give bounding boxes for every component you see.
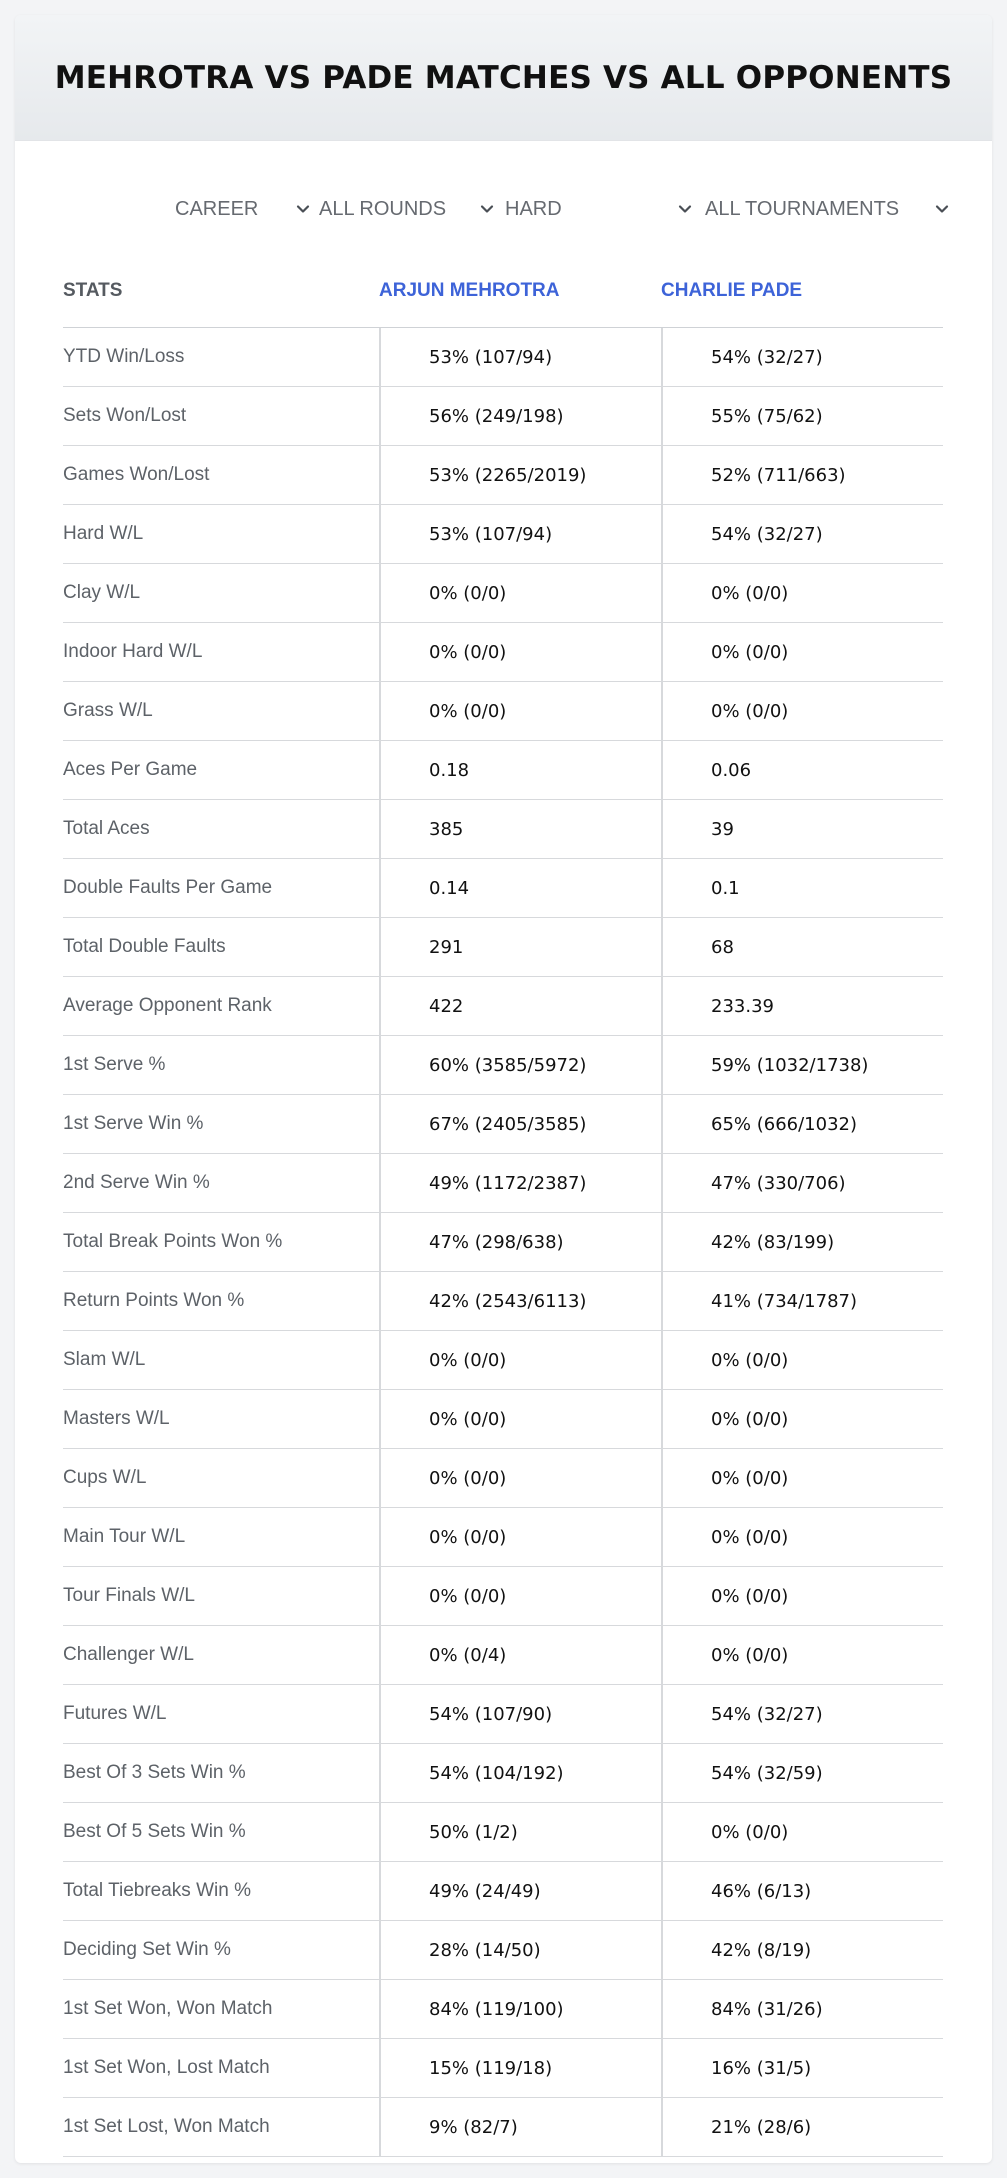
stat-label: Grass W/L — [63, 700, 153, 721]
stat-label: Hard W/L — [63, 523, 144, 544]
stat-label: Return Points Won % — [63, 1290, 245, 1311]
stat-label: Best Of 3 Sets Win % — [63, 1762, 246, 1783]
period-select[interactable] — [175, 187, 315, 231]
player2-value: 21% (28/6) — [661, 2098, 943, 2156]
stats-card — [15, 15, 992, 2163]
player1-value: 0% (0/4) — [379, 1626, 661, 1684]
player2-value: 54% (32/27) — [661, 328, 943, 386]
player1-value: 50% (1/2) — [379, 1803, 661, 1861]
stat-label: Double Faults Per Game — [63, 877, 273, 898]
stat-label: Cups W/L — [63, 1467, 147, 1488]
player1-value: 15% (119/18) — [379, 2039, 661, 2097]
player2-value: 0% (0/0) — [661, 682, 943, 740]
player1-value: 0% (0/0) — [379, 1331, 661, 1389]
stat-label: Masters W/L — [63, 1408, 170, 1429]
player2-value: 55% (75/62) — [661, 387, 943, 445]
stat-label: 1st Set Won, Lost Match — [63, 2057, 270, 2078]
stat-label: Total Aces — [63, 818, 150, 839]
player1-value: 422 — [379, 977, 661, 1035]
player2-value: 54% (32/27) — [661, 1685, 943, 1743]
table-row — [63, 564, 943, 623]
table-row — [63, 2098, 943, 2157]
player1-value: 84% (119/100) — [379, 1980, 661, 2038]
player1-value: 54% (104/192) — [379, 1744, 661, 1802]
table-row — [63, 1154, 943, 1213]
table-row — [63, 505, 943, 564]
player2-value: 68 — [661, 918, 943, 976]
player2-value: 0% (0/0) — [661, 1331, 943, 1389]
player2-value: 47% (330/706) — [661, 1154, 943, 1212]
player2-value: 0% (0/0) — [661, 1508, 943, 1566]
player2-value: 0% (0/0) — [661, 1449, 943, 1507]
player1-value: 0% (0/0) — [379, 1508, 661, 1566]
table-row — [63, 741, 943, 800]
player1-value: 53% (2265/2019) — [379, 446, 661, 504]
stat-label: Deciding Set Win % — [63, 1939, 231, 1960]
stat-label: 1st Serve % — [63, 1054, 166, 1075]
stat-label: Clay W/L — [63, 582, 141, 603]
stat-label: Best Of 5 Sets Win % — [63, 1821, 246, 1842]
player2-value: 54% (32/27) — [661, 505, 943, 563]
player2-value: 0% (0/0) — [661, 1567, 943, 1625]
round-select-value: ALL ROUNDS — [319, 197, 447, 220]
player2-column-header[interactable]: CHARLIE PADE — [661, 280, 803, 301]
player1-value: 47% (298/638) — [379, 1213, 661, 1271]
player1-value: 0.14 — [379, 859, 661, 917]
player1-value: 0.18 — [379, 741, 661, 799]
stats-column-header: STATS — [63, 280, 123, 301]
table-row — [63, 1331, 943, 1390]
table-row — [63, 682, 943, 741]
table-row — [63, 1095, 943, 1154]
player1-value: 56% (249/198) — [379, 387, 661, 445]
table-row — [63, 1036, 943, 1095]
table-row — [63, 1862, 943, 1921]
table-header — [63, 255, 943, 328]
stat-label: Total Double Faults — [63, 936, 226, 957]
player1-column-header[interactable]: ARJUN MEHROTRA — [379, 280, 560, 301]
player2-value: 16% (31/5) — [661, 2039, 943, 2097]
player1-value: 0% (0/0) — [379, 623, 661, 681]
chevron-down-icon — [932, 199, 952, 219]
stat-label: Games Won/Lost — [63, 464, 210, 485]
table-row — [63, 328, 943, 387]
player2-value: 59% (1032/1738) — [661, 1036, 943, 1094]
player2-value: 46% (6/13) — [661, 1862, 943, 1920]
player1-value: 42% (2543/6113) — [379, 1272, 661, 1330]
player1-value: 67% (2405/3585) — [379, 1095, 661, 1153]
table-row — [63, 859, 943, 918]
player1-value: 0% (0/0) — [379, 682, 661, 740]
table-row — [63, 1213, 943, 1272]
player1-value: 60% (3585/5972) — [379, 1036, 661, 1094]
player2-value: 0.1 — [661, 859, 943, 917]
table-row — [63, 387, 943, 446]
player2-value: 39 — [661, 800, 943, 858]
stat-label: 2nd Serve Win % — [63, 1172, 210, 1193]
player2-value: 0.06 — [661, 741, 943, 799]
player1-value: 9% (82/7) — [379, 2098, 661, 2156]
table-row — [63, 2039, 943, 2098]
table-row — [63, 800, 943, 859]
table-row — [63, 1921, 943, 1980]
surface-select-value: HARD — [505, 197, 562, 220]
table-row — [63, 1390, 943, 1449]
surface-select[interactable] — [505, 187, 701, 231]
table-row — [63, 977, 943, 1036]
player2-value: 0% (0/0) — [661, 1803, 943, 1861]
player2-value: 41% (734/1787) — [661, 1272, 943, 1330]
filter-bar — [15, 187, 992, 231]
table-row — [63, 918, 943, 977]
stat-label: Indoor Hard W/L — [63, 641, 203, 662]
player2-value: 52% (711/663) — [661, 446, 943, 504]
player1-value: 0% (0/0) — [379, 564, 661, 622]
stat-label: 1st Set Lost, Won Match — [63, 2116, 270, 2137]
player2-value: 42% (8/19) — [661, 1921, 943, 1979]
player1-value: 49% (1172/2387) — [379, 1154, 661, 1212]
stat-label: Total Break Points Won % — [63, 1231, 283, 1252]
player2-value: 0% (0/0) — [661, 1626, 943, 1684]
table-row — [63, 1626, 943, 1685]
table-row — [63, 1449, 943, 1508]
player2-value: 233.39 — [661, 977, 943, 1035]
player2-value: 0% (0/0) — [661, 564, 943, 622]
player1-value: 53% (107/94) — [379, 328, 661, 386]
stat-label: Aces Per Game — [63, 759, 198, 780]
player1-value: 49% (24/49) — [379, 1862, 661, 1920]
tournament-select-value: ALL TOURNAMENTS — [705, 197, 900, 220]
stat-label: Challenger W/L — [63, 1644, 194, 1665]
player2-value: 42% (83/199) — [661, 1213, 943, 1271]
player2-value: 0% (0/0) — [661, 623, 943, 681]
stats-table — [63, 255, 943, 2157]
player2-value: 65% (666/1032) — [661, 1095, 943, 1153]
player1-value: 0% (0/0) — [379, 1567, 661, 1625]
tournament-select[interactable] — [705, 187, 965, 231]
stat-label: Futures W/L — [63, 1703, 167, 1724]
stat-label: Total Tiebreaks Win % — [63, 1880, 251, 1901]
stat-label: 1st Set Won, Won Match — [63, 1998, 273, 2019]
stat-label: Main Tour W/L — [63, 1526, 186, 1547]
player1-value: 0% (0/0) — [379, 1449, 661, 1507]
player1-value: 291 — [379, 918, 661, 976]
table-row — [63, 1803, 943, 1862]
stat-label: Slam W/L — [63, 1349, 146, 1370]
chevron-down-icon — [293, 199, 313, 219]
player1-value: 54% (107/90) — [379, 1685, 661, 1743]
table-row — [63, 1567, 943, 1626]
table-row — [63, 1744, 943, 1803]
table-row — [63, 1272, 943, 1331]
player2-value: 84% (31/26) — [661, 1980, 943, 2038]
chevron-down-icon — [477, 199, 497, 219]
page-header — [15, 15, 992, 141]
table-row — [63, 623, 943, 682]
stat-label: 1st Serve Win % — [63, 1113, 204, 1134]
page-title: MEHROTRA VS PADE MATCHES VS ALL OPPONENTS — [54, 59, 953, 96]
stat-label: Tour Finals W/L — [63, 1585, 195, 1606]
player2-value: 0% (0/0) — [661, 1390, 943, 1448]
chevron-down-icon — [675, 199, 695, 219]
player1-value: 53% (107/94) — [379, 505, 661, 563]
round-select[interactable] — [319, 187, 509, 231]
player1-value: 0% (0/0) — [379, 1390, 661, 1448]
player1-value: 385 — [379, 800, 661, 858]
table-row — [63, 1508, 943, 1567]
stat-label: Sets Won/Lost — [63, 405, 187, 426]
stat-label: YTD Win/Loss — [63, 346, 185, 367]
table-row — [63, 1685, 943, 1744]
table-body — [63, 328, 943, 2157]
player2-value: 54% (32/59) — [661, 1744, 943, 1802]
table-row — [63, 1980, 943, 2039]
stat-label: Average Opponent Rank — [63, 995, 272, 1016]
table-row — [63, 446, 943, 505]
period-select-value: CAREER — [175, 197, 259, 220]
player1-value: 28% (14/50) — [379, 1921, 661, 1979]
